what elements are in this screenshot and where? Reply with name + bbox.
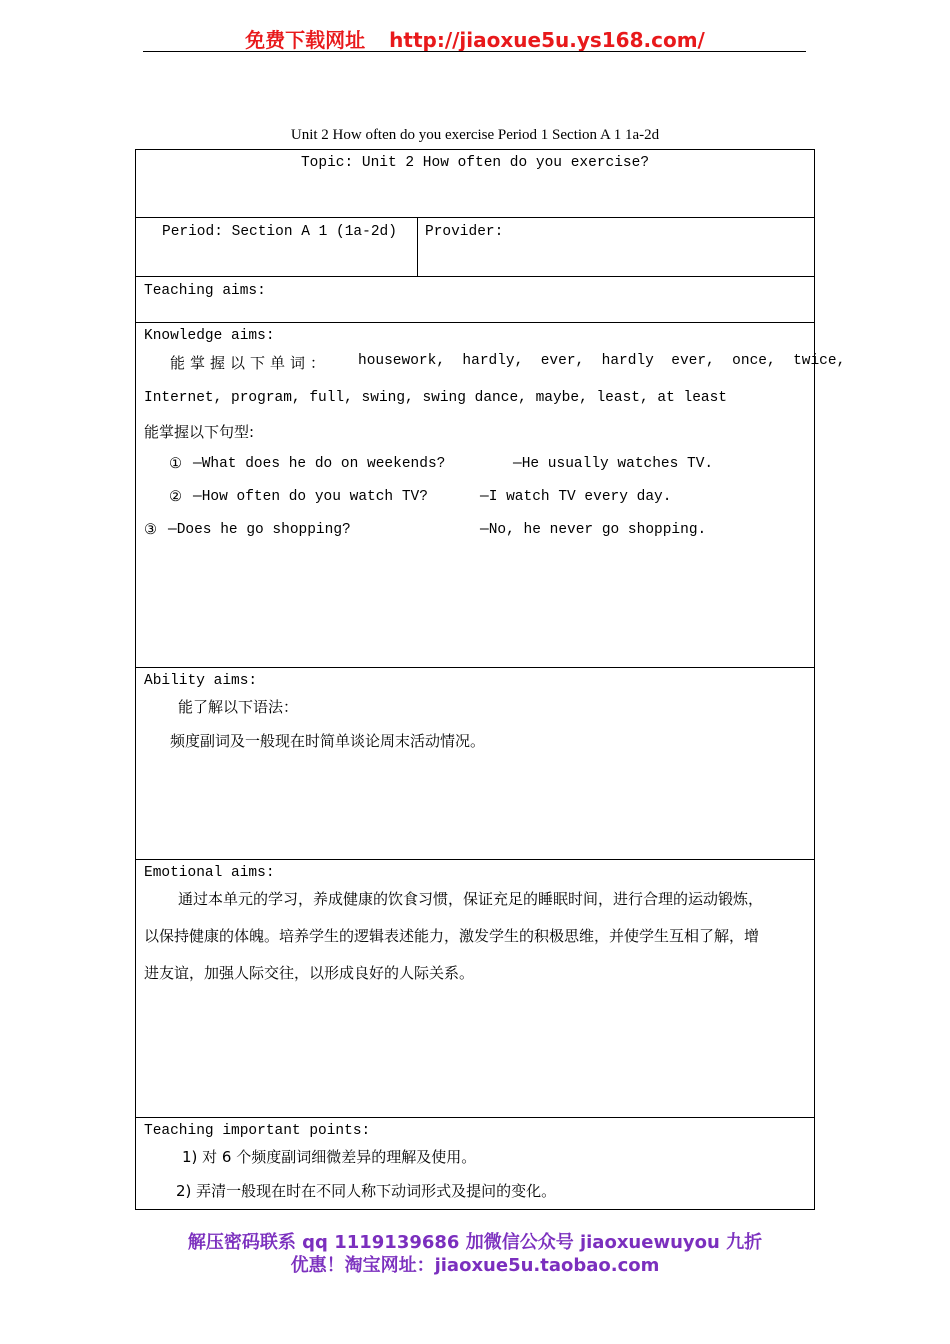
sentence-answer: —He usually watches TV. (513, 456, 714, 472)
words-label: 能掌握以下单词： (170, 354, 331, 372)
row-divider (136, 1117, 814, 1118)
words-line-1: housework, hardly, ever, hardly ever, once, twice, (358, 353, 846, 369)
important-points-heading: Teaching important points: (144, 1123, 371, 1139)
sentence-question: —Does he go shopping? (168, 522, 351, 538)
ability-line-1: 能了解以下语法： (178, 698, 299, 716)
row-divider (136, 276, 814, 277)
document-title: Unit 2 How often do you exercise Period 1 Section A 1 1a-2d (290, 127, 660, 143)
period-cell: Period: Section A 1 (1a-2d) (162, 224, 397, 240)
emotional-line-1: 通过本单元的学习，养成健康的饮食习惯，保证充足的睡眠时间，进行合理的运动锻炼， (178, 890, 764, 908)
row-divider (136, 322, 814, 323)
row-divider (136, 859, 814, 860)
ability-line-2: 频度副词及一般现在时简单谈论周末活动情况。 (170, 732, 486, 750)
row-divider (136, 667, 814, 668)
knowledge-aims-heading: Knowledge aims: (144, 328, 275, 344)
row-divider (136, 217, 814, 218)
header-divider (143, 51, 806, 52)
sentence-question: —What does he do on weekends? (193, 456, 446, 472)
lesson-plan-table (135, 149, 846, 1210)
words-line-2: Internet, program, full, swing, swing dance, maybe, least, at least (144, 390, 727, 406)
sentence-number: ① (169, 457, 182, 473)
sentence-question: —How often do you watch TV? (193, 489, 428, 505)
sentence-answer: —No, he never go shopping. (480, 522, 707, 538)
emotional-line-3: 进友谊，加强人际交往，以形成良好的人际关系。 (144, 964, 475, 982)
page-header (0, 24, 950, 53)
sentence-answer: —I watch TV every day. (480, 489, 672, 505)
sentences-label: 能掌握以下句型: (144, 423, 255, 441)
header-url-link[interactable]: http://jiaoxue5u.ys168.com/ (389, 28, 705, 52)
provider-cell: Provider: (425, 224, 504, 240)
sentence-number: ② (169, 490, 182, 506)
sentence-number: ③ (144, 523, 157, 539)
important-point-1: 1) 对 6 个频度副词细微差异的理解及使用。 (182, 1148, 477, 1166)
column-divider (417, 218, 418, 277)
teaching-aims-heading: Teaching aims: (144, 283, 266, 299)
emotional-aims-heading: Emotional aims: (144, 865, 275, 881)
emotional-line-2: 以保持健康的体魄。培养学生的逻辑表述能力，激发学生的积极思维，并使学生互相了解，增 (144, 927, 760, 945)
important-point-2: 2) 弄清一般现在时在不同人称下动词形式及提问的变化。 (176, 1182, 557, 1200)
ability-aims-heading: Ability aims: (144, 673, 258, 689)
topic-cell: Topic: Unit 2 How often do you exercise? (300, 155, 650, 171)
footer-line-1: 解压密码联系 qq 1119139686 加微信公众号 jiaoxuewuyou 九折 (187, 1232, 763, 1253)
header-label: 免费下载网址 (245, 28, 366, 52)
footer-line-2: 优惠！淘宝网址：jiaoxue5u.taobao.com (290, 1255, 660, 1276)
